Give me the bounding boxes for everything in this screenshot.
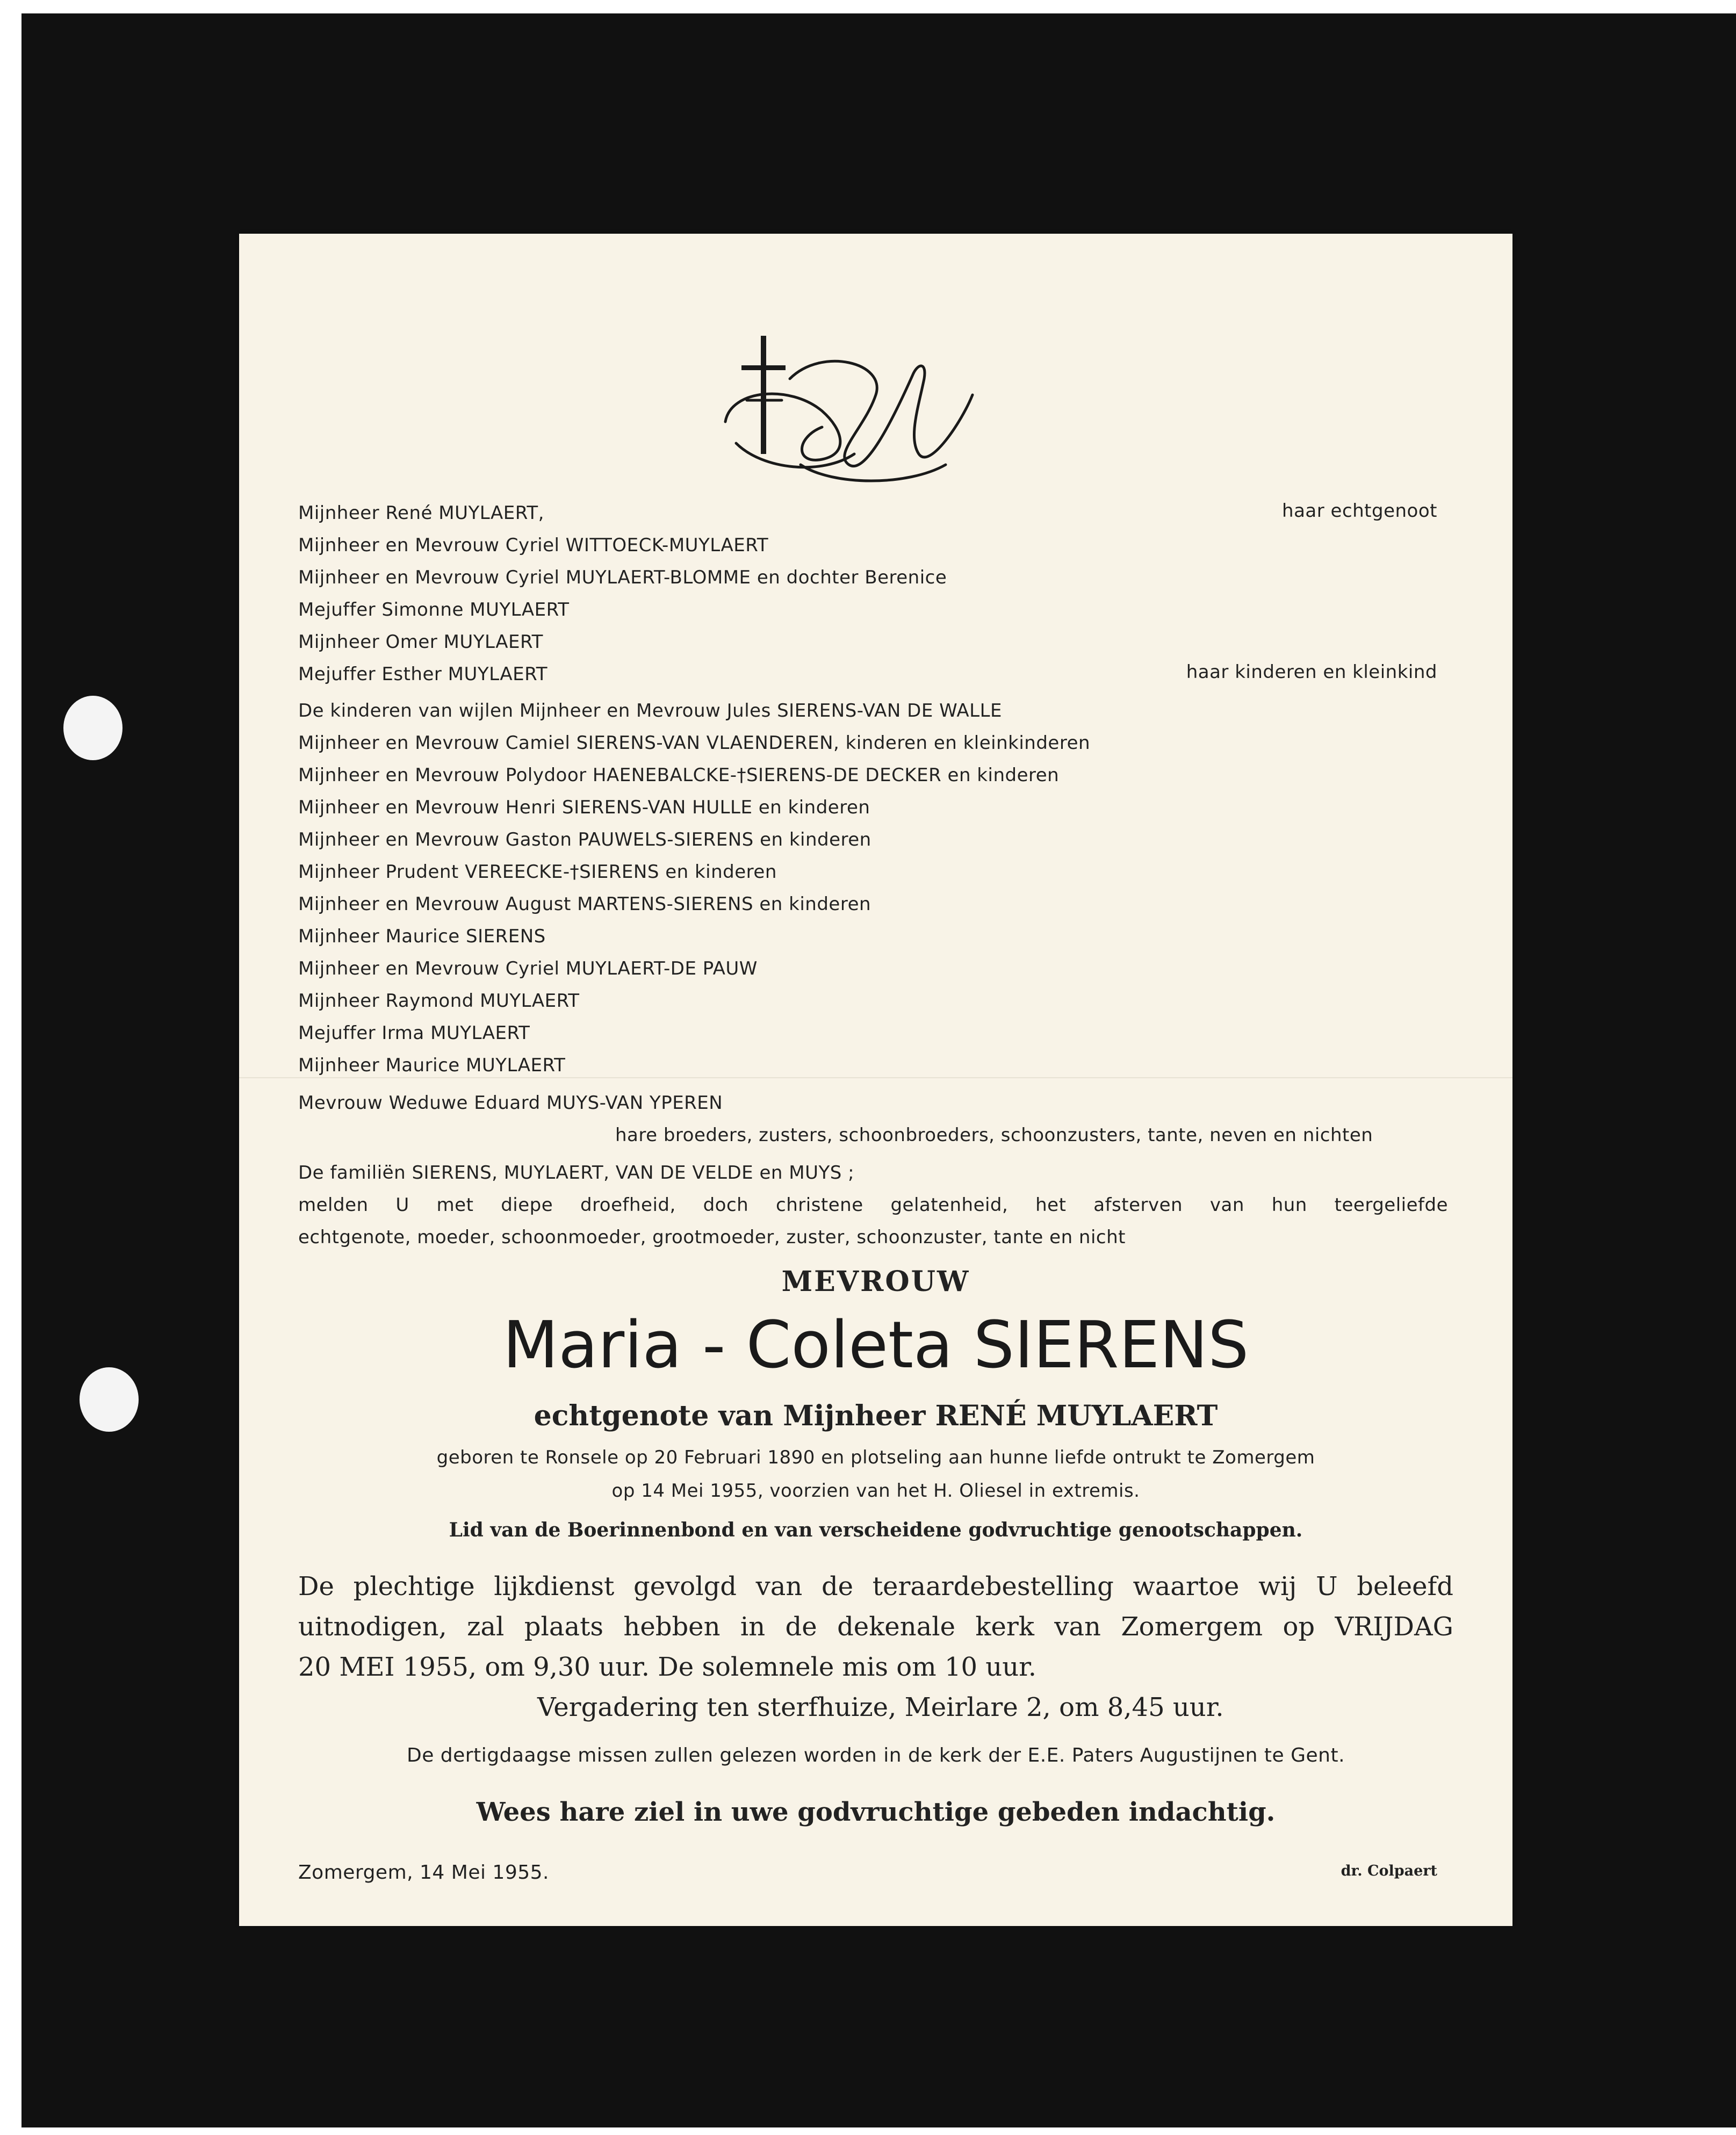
relative-line: Mijnheer Maurice MUYLAERT — [298, 1055, 566, 1076]
husband-name: Mijnheer René MUYLAERT, — [298, 502, 544, 524]
gathering-line: Vergadering ten sterfhuize, Meirlare 2, om 8,45 uur. — [537, 1692, 1224, 1722]
memorial-card — [239, 234, 1512, 1926]
child-line: Mejuffer Simonne MUYLAERT — [298, 599, 570, 621]
birth-line: geboren te Ronsele op 20 Februari 1890 en plotseling aan hunne liefde ontrukt te Zomergem — [436, 1447, 1315, 1468]
announcement-line: echtgenote, moeder, schoonmoeder, grootmoeder, zuster, schoonzuster, tante en nicht — [298, 1227, 1126, 1248]
families-line: De familiën SIERENS, MUYLAERT, VAN DE VELDE en MUYS ; — [298, 1162, 855, 1184]
cross-monogram-icon — [715, 314, 1005, 492]
relative-line: Mevrouw Weduwe Eduard MUYS-VAN YPEREN — [298, 1092, 723, 1114]
child-line: Mijnheer en Mevrouw Cyriel WITTOECK-MUYLAERT — [298, 535, 769, 556]
husband-relation: haar echtgenoot — [1282, 500, 1437, 522]
closing-prayer: Wees hare ziel in uwe godvruchtige gebeden indachtig. — [476, 1797, 1276, 1827]
child-line: Mijnheer Omer MUYLAERT — [298, 631, 543, 653]
relative-line: Mijnheer en Mevrouw Polydoor HAENEBALCKE-†SIERENS-DE DECKER en kinderen — [298, 764, 1060, 786]
masses-line: De dertigdaagse missen zullen gelezen worden in de kerk der E.E. Paters Augustijnen te Gent. — [406, 1744, 1345, 1766]
relative-line: Mijnheer en Mevrouw Henri SIERENS-VAN HULLE en kinderen — [298, 797, 870, 818]
punch-hole-top — [63, 696, 123, 760]
child-line: Mijnheer en Mevrouw Cyriel MUYLAERT-BLOMME en dochter Berenice — [298, 567, 947, 588]
printer-credit: dr. Colpaert — [1341, 1863, 1437, 1879]
relative-line: Mijnheer Prudent VEREECKE-†SIERENS en kinderen — [298, 861, 777, 883]
relative-line: Mijnheer Raymond MUYLAERT — [298, 990, 580, 1012]
spouse-line: echtgenote van Mijnheer RENÉ MUYLAERT — [534, 1400, 1218, 1432]
death-line: op 14 Mei 1955, voorzien van het H. Oliesel in extremis. — [611, 1480, 1140, 1502]
child-line: Mejuffer Esther MUYLAERT — [298, 663, 548, 685]
relative-line: Mijnheer en Mevrouw Gaston PAUWELS-SIERENS en kinderen — [298, 829, 871, 850]
punch-hole-bottom — [80, 1367, 139, 1432]
deceased-title: MEVROUW — [781, 1265, 970, 1298]
children-relation: haar kinderen en kleinkind — [1186, 661, 1437, 683]
funeral-line: 20 MEI 1955, om 9,30 uur. De solemnele mis om 10 uur. — [298, 1652, 1037, 1682]
relative-line: Mijnheer Maurice SIERENS — [298, 926, 546, 947]
funeral-line: uitnodigen, zal plaats hebben in de dekenale kerk van Zomergem op VRIJDAG — [298, 1612, 1453, 1642]
relative-line: De kinderen van wijlen Mijnheer en Mevrouw Jules SIERENS-VAN DE WALLE — [298, 700, 1003, 722]
relatives-relation: hare broeders, zusters, schoonbroeders, schoonzusters, tante, neven en nichten — [615, 1124, 1373, 1146]
deceased-name: Maria - Coleta SIERENS — [502, 1308, 1249, 1383]
announcement-line: melden U met diepe droefheid, doch christene gelatenheid, het afsterven van hun teergeliefde — [298, 1194, 1448, 1216]
relative-line: Mijnheer en Mevrouw Camiel SIERENS-VAN VLAENDEREN, kinderen en kleinkinderen — [298, 732, 1091, 754]
fold-line — [239, 1077, 1512, 1078]
relative-line: Mejuffer Irma MUYLAERT — [298, 1022, 530, 1044]
relative-line: Mijnheer en Mevrouw Cyriel MUYLAERT-DE PAUW — [298, 958, 758, 979]
funeral-line: De plechtige lijkdienst gevolgd van de teraardebestelling waartoe wij U beleefd — [298, 1571, 1453, 1602]
membership-line: Lid van de Boerinnenbond en van verscheidene godvruchtige genootschappen. — [449, 1519, 1303, 1541]
relative-line: Mijnheer en Mevrouw August MARTENS-SIERENS en kinderen — [298, 893, 871, 915]
place-date: Zomergem, 14 Mei 1955. — [298, 1862, 549, 1884]
